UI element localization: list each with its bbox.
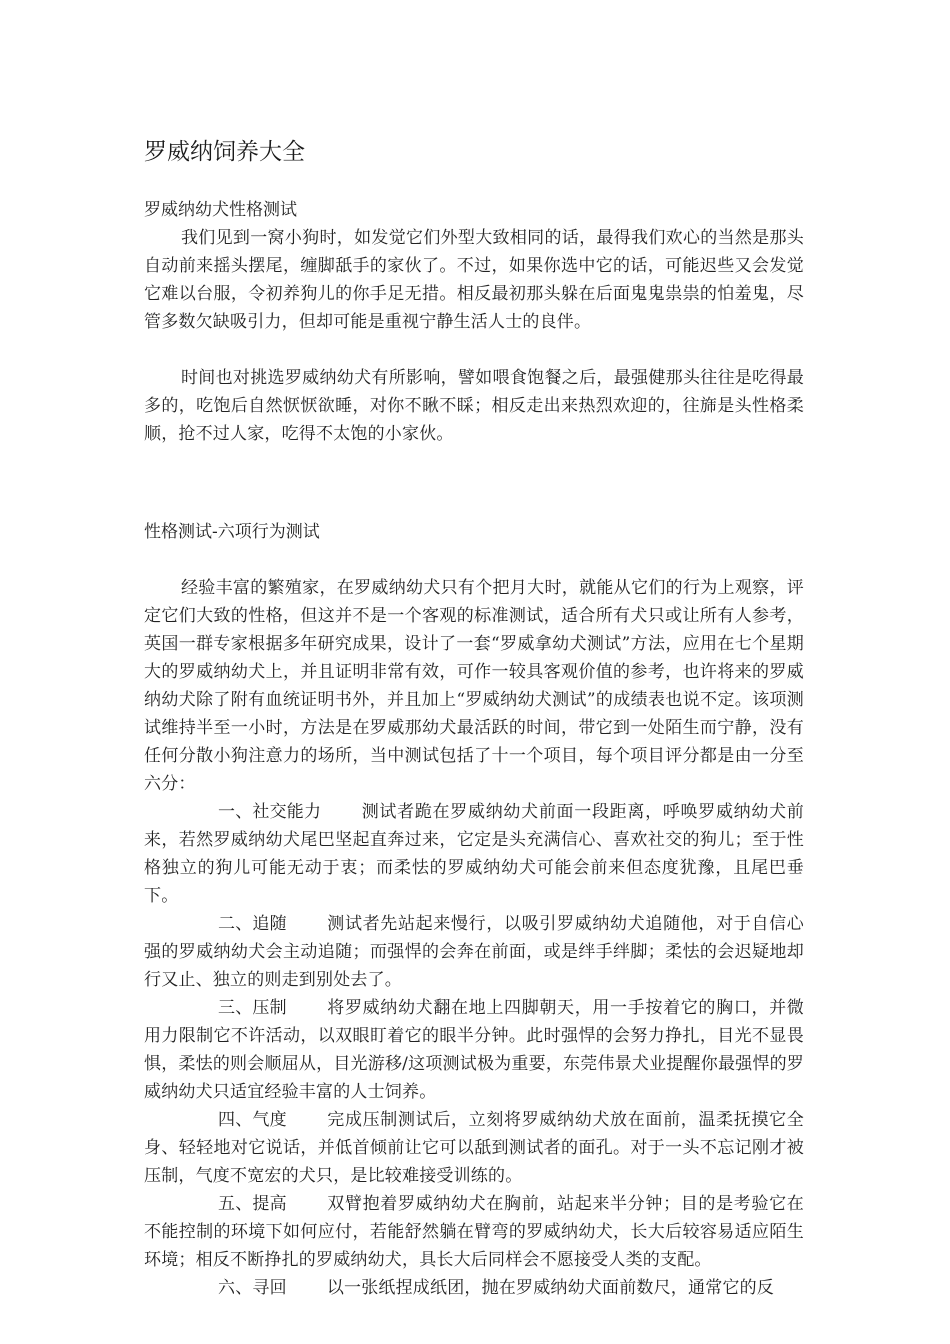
test-item-text: 测试者跪在罗威纳幼犬前面一段距离，呼唤罗威纳幼犬前来，若然罗威纳幼犬尾巴坚起直奔过来，它定是头充满信心、喜欢社交的狗儿；至于性格独立的狗儿可能无动于衷；而柔怯的罗威纳幼犬可能会前来但态度犹豫，且尾巴垂下。 bbox=[144, 802, 804, 906]
page-title: 罗威纳饲养大全 bbox=[144, 138, 305, 164]
test-item-text: 以一张纸捏成纸团，抛在罗威纳幼犬面前数尺，通常它的反 bbox=[326, 1278, 775, 1298]
test-item-text: 双臂抱着罗威纳幼犬在胸前，站起来半分钟；目的是考验它在不能控制的环境下如何应付，若能舒然躺在臂弯的罗威纳幼犬，长大后较容易适应陌生环境；相反不断挣扎的罗威纳幼犬，具长大后同样会不愿接受人类的支配。 bbox=[144, 1194, 804, 1270]
test-item-forgiveness bbox=[144, 1106, 804, 1190]
test-item-follow bbox=[144, 910, 804, 994]
spacer bbox=[144, 490, 804, 518]
spacer bbox=[144, 336, 804, 364]
test-item-elevation bbox=[144, 1190, 804, 1274]
test-item-text: 测试者先站起来慢行，以吸引罗威纳幼犬追随他，对于自信心强的罗威纳幼犬会主动追随；而强悍的会奔在前面，或是绊手绊脚；柔怯的会迟疑地却行又止、独立的则走到别处去了。 bbox=[144, 914, 804, 990]
test-item-social bbox=[144, 798, 804, 910]
test-item-restraint bbox=[144, 994, 804, 1106]
section-heading-six-tests: 性格测试-六项行为测试 bbox=[144, 522, 320, 542]
test-item-label: 五、提高 bbox=[218, 1194, 287, 1214]
spacer bbox=[144, 546, 804, 574]
spacer bbox=[144, 448, 804, 490]
document-body bbox=[144, 196, 804, 1302]
test-item-label: 一、社交能力 bbox=[218, 802, 322, 822]
test-item-label: 六、寻回 bbox=[218, 1278, 287, 1298]
paragraph: 时间也对挑选罗威纳幼犬有所影响，譬如喂食饱餐之后，最强健那头往往是吃得最多的，吃饱后自然恹恹欲睡，对你不瞅不睬；相反走出来热烈欢迎的，往旆是头性格柔顺，抢不过人家，吃得不太饱的小家伙。 bbox=[144, 368, 804, 444]
paragraph: 我们见到一窝小狗时，如发觉它们外型大致相同的话，最得我们欢心的当然是那头自动前来摇头摆尾，缠脚舐手的家伙了。不过，如果你选中它的话，可能迟些又会发觉它难以台服，令初养狗儿的你手足无措。相反最初那头躲在后面鬼鬼祟祟的怕羞鬼，尽管多数欠缺吸引力，但却可能是重视宁静生活人士的良伴。 bbox=[144, 228, 804, 332]
test-item-label: 三、压制 bbox=[218, 998, 287, 1018]
test-item-label: 二、追随 bbox=[218, 914, 287, 934]
test-item-retrieve bbox=[144, 1274, 804, 1302]
test-item-text: 将罗威纳幼犬翻在地上四脚朝天，用一手按着它的胸口，并微用力限制它不许活动，以双眼盯着它的眼半分钟。此时强悍的会努力挣扎，目光不显畏惧，柔怯的则会顺屈从，目光游移/这项测试极为重要，东莞伟景犬业提醒你最强悍的罗威纳幼犬只适宜经验丰富的人士饲养。 bbox=[144, 998, 804, 1102]
paragraph-intro: 经验丰富的繁殖家，在罗威纳幼犬只有个把月大时，就能从它们的行为上观察，评定它们大致的性格，但这并不是一个客观的标准测试，适合所有犬只或让所有人参考，英国一群专家根据多年研究成果，设计了一套“罗威拿幼犬测试”方法，应用在七个星期大的罗威纳幼犬上，并且证明非常有效，可作一较具客观价值的参考，也许将来的罗威纳幼犬除了附有血统证明书外，并且加上“罗威纳幼犬测试”的成绩表也说不定。该项测试维持半至一小时，方法是在罗威那幼犬最活跃的时间，带它到一处陌生而宁静，没有任何分散小狗注意力的场所，当中测试包括了十一个项目，每个项目评分都是由一分至六分： bbox=[144, 578, 804, 794]
section-heading-puppy-test: 罗威纳幼犬性格测试 bbox=[144, 200, 297, 220]
test-item-text: 完成压制测试后，立刻将罗威纳幼犬放在面前，温柔抚摸它全身、轻轻地对它说话，并低首倾前让它可以舐到测试者的面孔。对于一头不忘记刚才被压制，气度不宽宏的犬只，是比较难接受训练的。 bbox=[144, 1110, 804, 1186]
test-item-label: 四、气度 bbox=[218, 1110, 287, 1130]
